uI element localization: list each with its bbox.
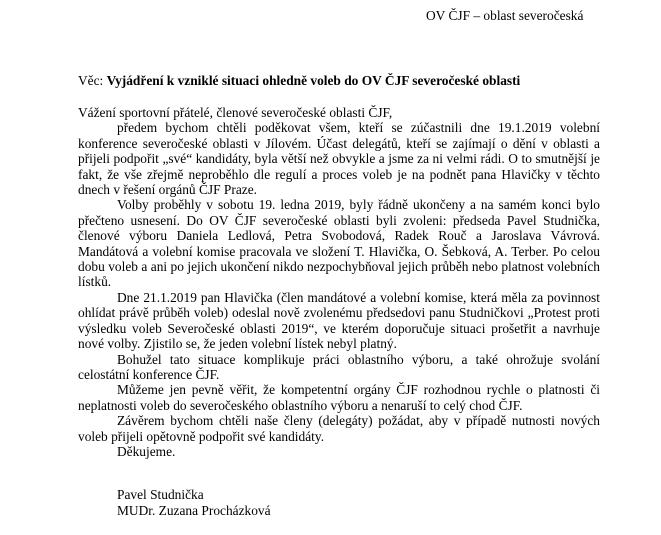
paragraph-request: Závěrem bychom chtěli naše členy (delegáty) požádat, aby v případě nutnosti nových voleb přijeli opětovně podpořit své kandidáty. bbox=[78, 413, 600, 444]
paragraph-thanks: předem bychom chtěli poděkovat všem, kteří se zúčastnili dne 19.1.2019 volební konference severočeské oblasti v Jílovém. Účast delegátů, kteří se zajímají o dění v oblasti a přijeli podpořit „své“ kandidáty, byla větší než obvykle a jsme za ni velmi rádi. O to smutnější je fakt, že vše zřejmě neproběhlo dle regulí a proces voleb je na podnět pana Hlavičky v těchto dnech v řešení orgánů ČJF Praze. bbox=[78, 120, 600, 198]
paragraph-hope: Můžeme jen pevně věřit, že kompetentní orgány ČJF rozhodnou rychle o platnosti či neplatnosti voleb do severočeského oblastního výboru a nenaruší to celý chod ČJF. bbox=[78, 382, 600, 413]
paragraph-complication: Bohužel tato situace komplikuje práci oblastního výboru, a také ohrožuje svolání celostátní konference ČJF. bbox=[78, 351, 600, 382]
subject-label: Věc: bbox=[78, 73, 104, 88]
letter-body bbox=[78, 105, 600, 459]
signature-block bbox=[117, 487, 271, 519]
salutation: Vážení sportovní přátelé, členové severočeské oblasti ČJF, bbox=[78, 105, 393, 120]
paragraph-election-results: Volby proběhly v sobotu 19. ledna 2019, byly řádně ukončeny a na samém konci bylo přečteno usnesení. Do OV ČJF severočeské oblasti byli zvoleni: předseda Pavel Studnička, členové výboru Daniela Ledlová, Petra Svobodová, Radek Rouč a Jaroslava Vávrová. Mandátová a volební komise pracovala ve složení T. Hlavička, O. Šebková, A. Terber. Po celou dobu voleb a ani po jejich ukončení nikdo nezpochybňoval jejich průběh nebo platnost volebních lístků. bbox=[78, 197, 600, 290]
signature-name: MUDr. Zuzana Procházková bbox=[117, 503, 271, 518]
paragraph-protest: Dne 21.1.2019 pan Hlavička (člen mandátové a volební komise, která měla za povinnost ohlídat právě průběh voleb) odeslal nově zvolenému předsedovi panu Studničkovi „Protest proti výsledku voleb Severočeské oblasti 2019“, ve kterém doporučuje situaci prošetřit a navrhuje nové volby. Zjistilo se, že jeden volební lístek nebyl platný. bbox=[78, 289, 600, 352]
header-organization: OV ČJF – oblast severočeská bbox=[426, 8, 584, 23]
subject-text: Vyjádření k vzniklé situaci ohledně voleb do OV ČJF severočeské oblasti bbox=[106, 73, 521, 88]
subject-line bbox=[78, 73, 638, 88]
signature-name: Pavel Studnička bbox=[117, 487, 204, 502]
paragraph-thank-you: Děkujeme. bbox=[117, 443, 176, 459]
